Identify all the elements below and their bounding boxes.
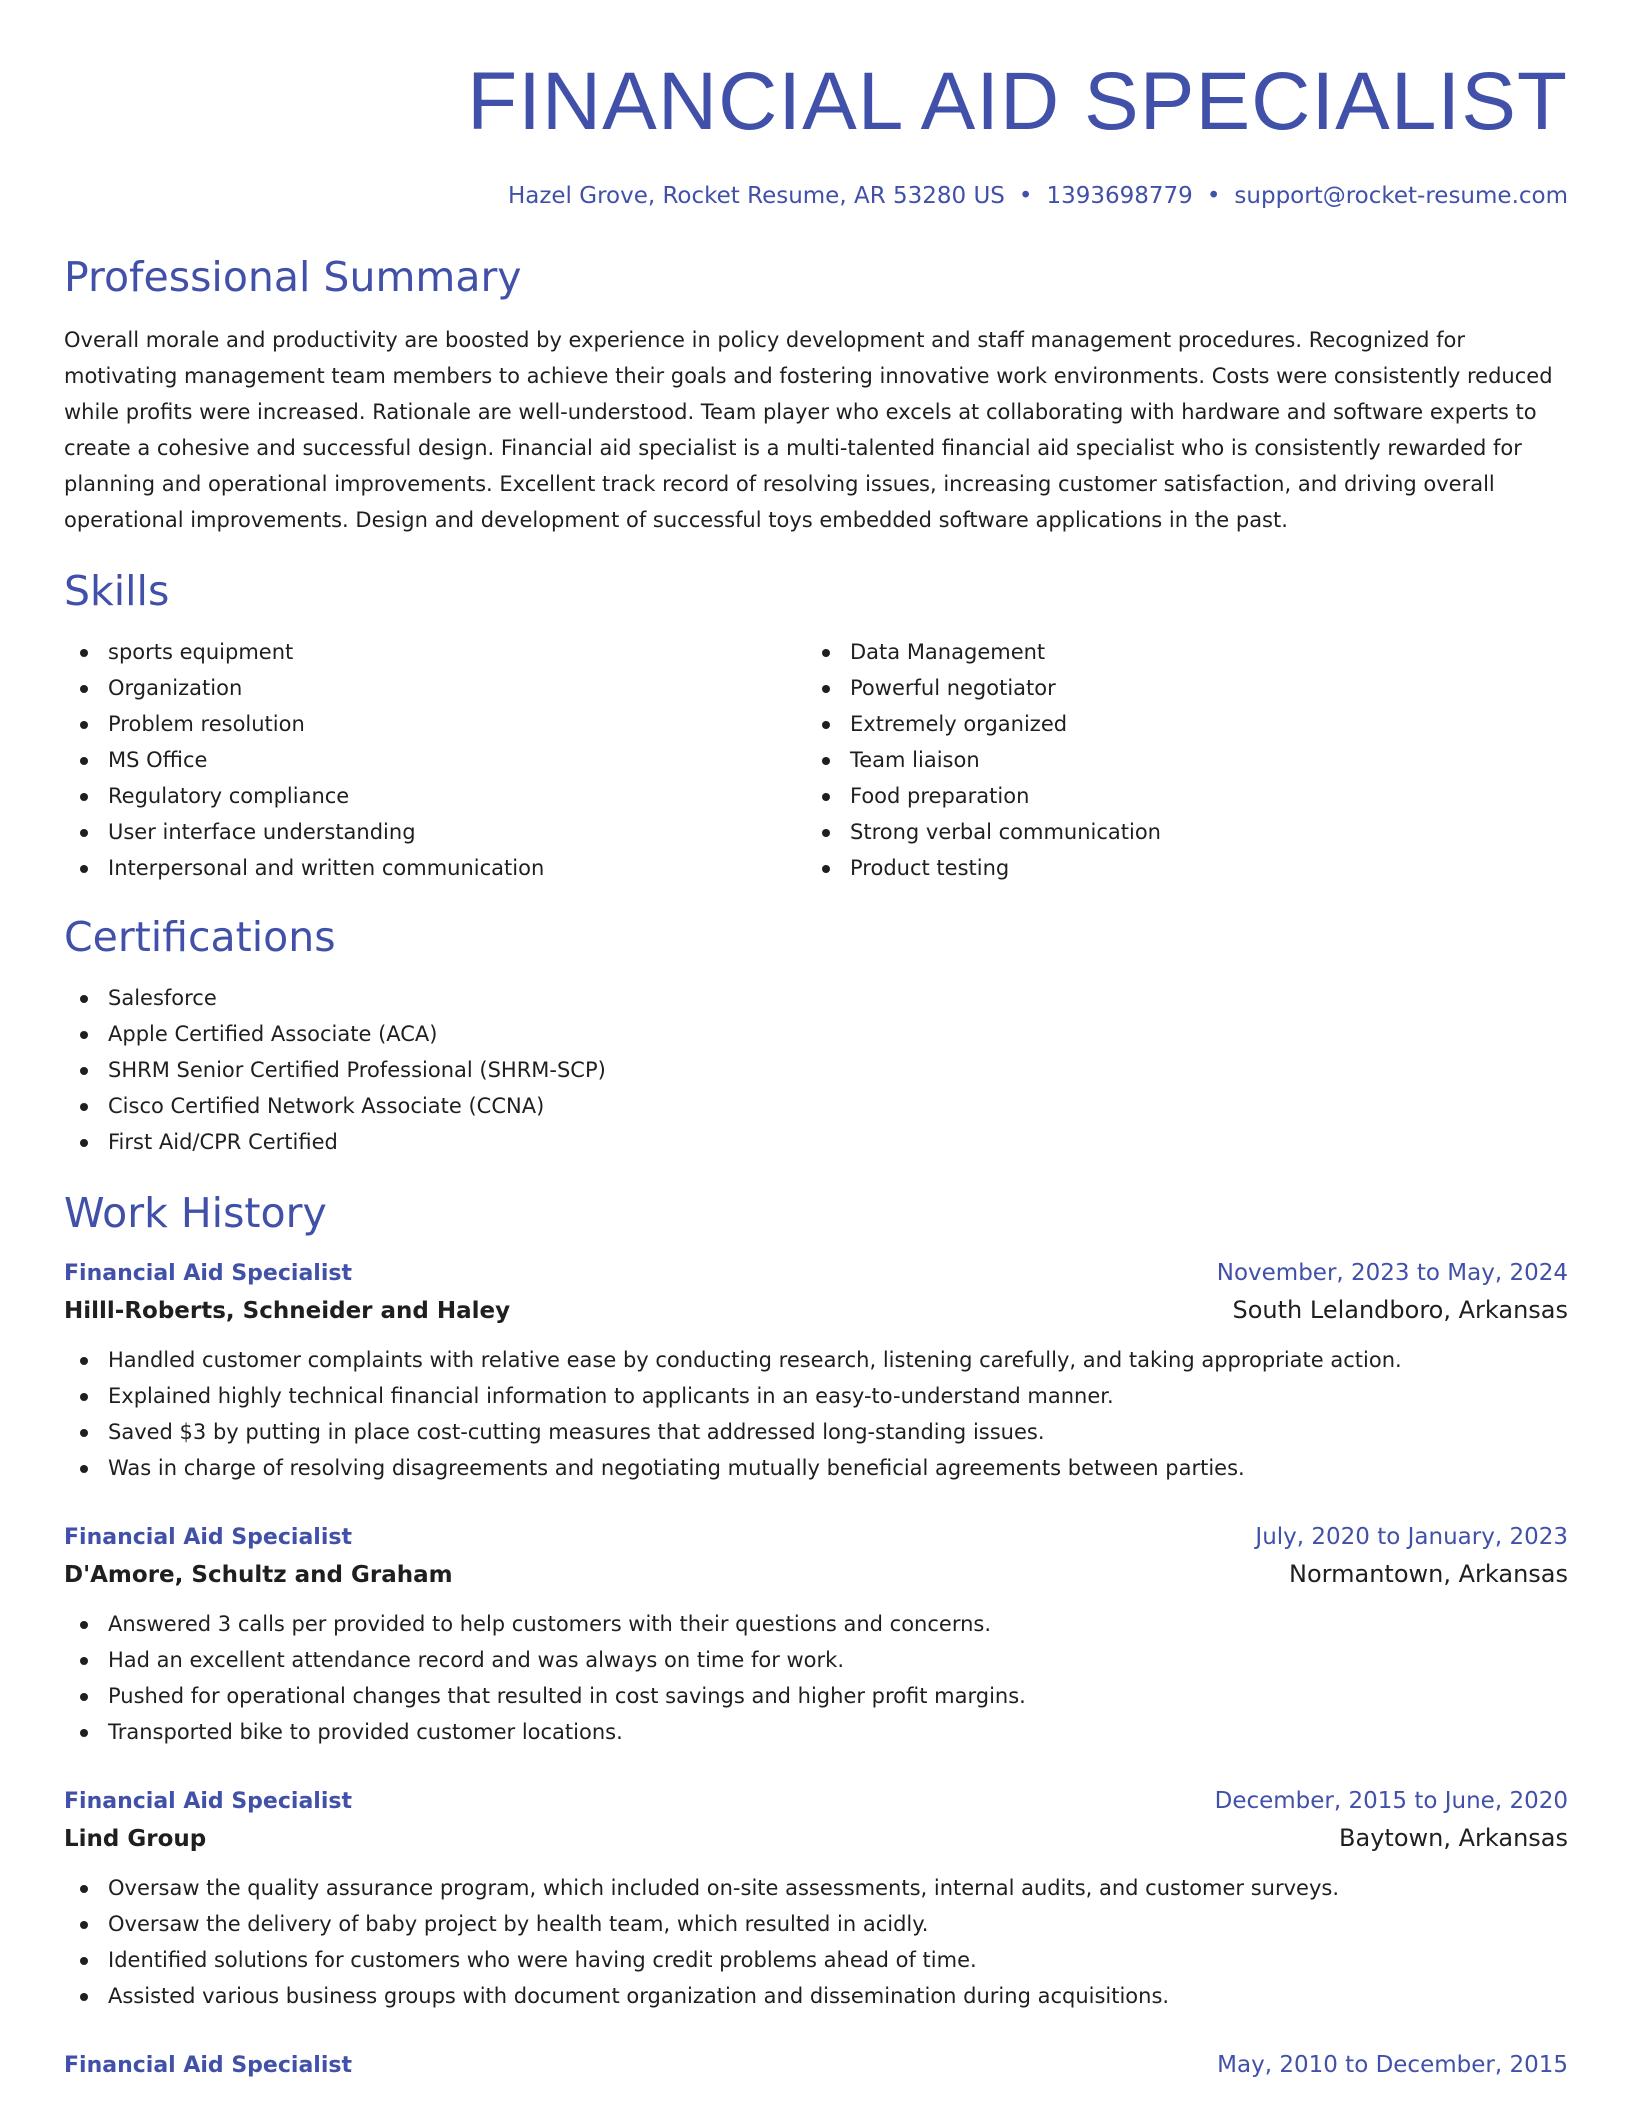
job-bullet: Assisted various business groups with document organization and dissemination during acquisitions. [64,1978,1568,2014]
skill-item: Extremely organized [806,706,1548,742]
summary-heading: Professional Summary [64,253,522,301]
resume-title: FINANCIAL AID SPECIALIST [467,56,1568,147]
job-header-row [64,1520,1568,1555]
job-company-row [64,1555,1568,1594]
skill-item: sports equipment [64,634,806,670]
job-bullet: Oversaw the quality assurance program, which included on-site assessments, internal audits, and customer surveys. [64,1870,1568,1906]
job-dates: July, 2020 to January, 2023 [1255,1524,1568,1550]
skills-list [64,634,1568,886]
skill-item: Team liaison [806,742,1548,778]
job-company: D'Amore, Schultz and Graham [64,1562,453,1588]
job-title: Financial Aid Specialist [64,2053,352,2078]
job-responsibilities [64,1870,1568,2014]
job-bullet: Explained highly technical financial information to applicants in an easy-to-understand manner. [64,1378,1568,1414]
job-responsibilities [64,1342,1568,1486]
job-header-row [64,1784,1568,1819]
contact-phone: 1393698779 [1046,183,1193,209]
job-entry [64,1520,1568,1750]
job-company-row [64,1291,1568,1330]
job-title: Financial Aid Specialist [64,1261,352,1286]
work-history-heading: Work History [64,1189,327,1237]
skills-column-left [64,634,806,886]
job-location: Normantown, Arkansas [1289,1560,1568,1588]
contact-email[interactable]: support@rocket-resume.com [1234,183,1568,209]
job-company-row [64,1819,1568,1858]
skill-item: Powerful negotiator [806,670,1548,706]
job-bullet: Handled customer complaints with relative ease by conducting research, listening carefully, and taking appropriate action. [64,1342,1568,1378]
certification-item: Apple Certified Associate (ACA) [64,1016,1568,1052]
job-bullet: Oversaw the delivery of baby project by health team, which resulted in acidly. [64,1906,1568,1942]
certifications-list [64,980,1568,1160]
summary-text: Overall morale and productivity are boosted by experience in policy development and staff management procedures. Recognized for motivating management team members to achieve their goals and fostering innovative work environments. Costs were consistently reduced while profits were increased. Rationale are well-understood. Team player who excels at collaborating with hardware and software experts to create a cohesive and successful design. Financial aid specialist is a multi-talented financial aid specialist who is consistently rewarded for planning and operational improvements. Excellent track record of resolving issues, increasing customer satisfaction, and driving overall operational improvements. Design and development of successful toys embedded software applications in the past. [64,328,1553,532]
certifications-heading: Certifications [64,913,336,961]
job-header-row [64,2048,1568,2083]
job-location: South Lelandboro, Arkansas [1232,1296,1568,1324]
skill-item: Interpersonal and written communication [64,850,806,886]
contact-line [64,180,1568,212]
certification-item: Salesforce [64,980,1568,1016]
job-entry [64,1784,1568,2014]
job-entry [64,2048,1568,2083]
certification-item: First Aid/CPR Certified [64,1124,1568,1160]
job-bullet: Transported bike to provided customer locations. [64,1714,1568,1750]
job-dates: December, 2015 to June, 2020 [1214,1788,1568,1814]
job-bullet: Saved $3 by putting in place cost-cutting measures that addressed long-standing issues. [64,1414,1568,1450]
job-location: Baytown, Arkansas [1339,1824,1568,1852]
job-entry [64,1256,1568,1486]
skill-item: Data Management [806,634,1548,670]
certification-item: Cisco Certified Network Associate (CCNA) [64,1088,1568,1124]
contact-separator: • [1018,183,1033,209]
skill-item: Problem resolution [64,706,806,742]
job-company: Lind Group [64,1826,207,1852]
job-bullet: Identified solutions for customers who were having credit problems ahead of time. [64,1942,1568,1978]
job-bullet: Answered 3 calls per provided to help customers with their questions and concerns. [64,1606,1568,1642]
skill-item: Strong verbal communication [806,814,1548,850]
certification-item: SHRM Senior Certified Professional (SHRM-SCP) [64,1052,1568,1088]
skill-item: Food preparation [806,778,1548,814]
job-dates: May, 2010 to December, 2015 [1217,2052,1568,2078]
skills-column-right [806,634,1548,886]
job-title: Financial Aid Specialist [64,1525,352,1550]
job-bullet: Was in charge of resolving disagreements and negotiating mutually beneficial agreements between parties. [64,1450,1568,1486]
job-company: Hilll-Roberts, Schneider and Haley [64,1298,511,1324]
skill-item: Organization [64,670,806,706]
job-dates: November, 2023 to May, 2024 [1216,1260,1568,1286]
skill-item: MS Office [64,742,806,778]
contact-address: Hazel Grove, Rocket Resume, AR 53280 US [507,183,1005,209]
job-bullet: Pushed for operational changes that resulted in cost savings and higher profit margins. [64,1678,1568,1714]
contact-separator: • [1206,183,1221,209]
skill-item: Product testing [806,850,1548,886]
job-title: Financial Aid Specialist [64,1789,352,1814]
skill-item: User interface understanding [64,814,806,850]
skill-item: Regulatory compliance [64,778,806,814]
skills-heading: Skills [64,567,170,615]
job-bullet: Had an excellent attendance record and was always on time for work. [64,1642,1568,1678]
job-responsibilities [64,1606,1568,1750]
job-header-row [64,1256,1568,1291]
